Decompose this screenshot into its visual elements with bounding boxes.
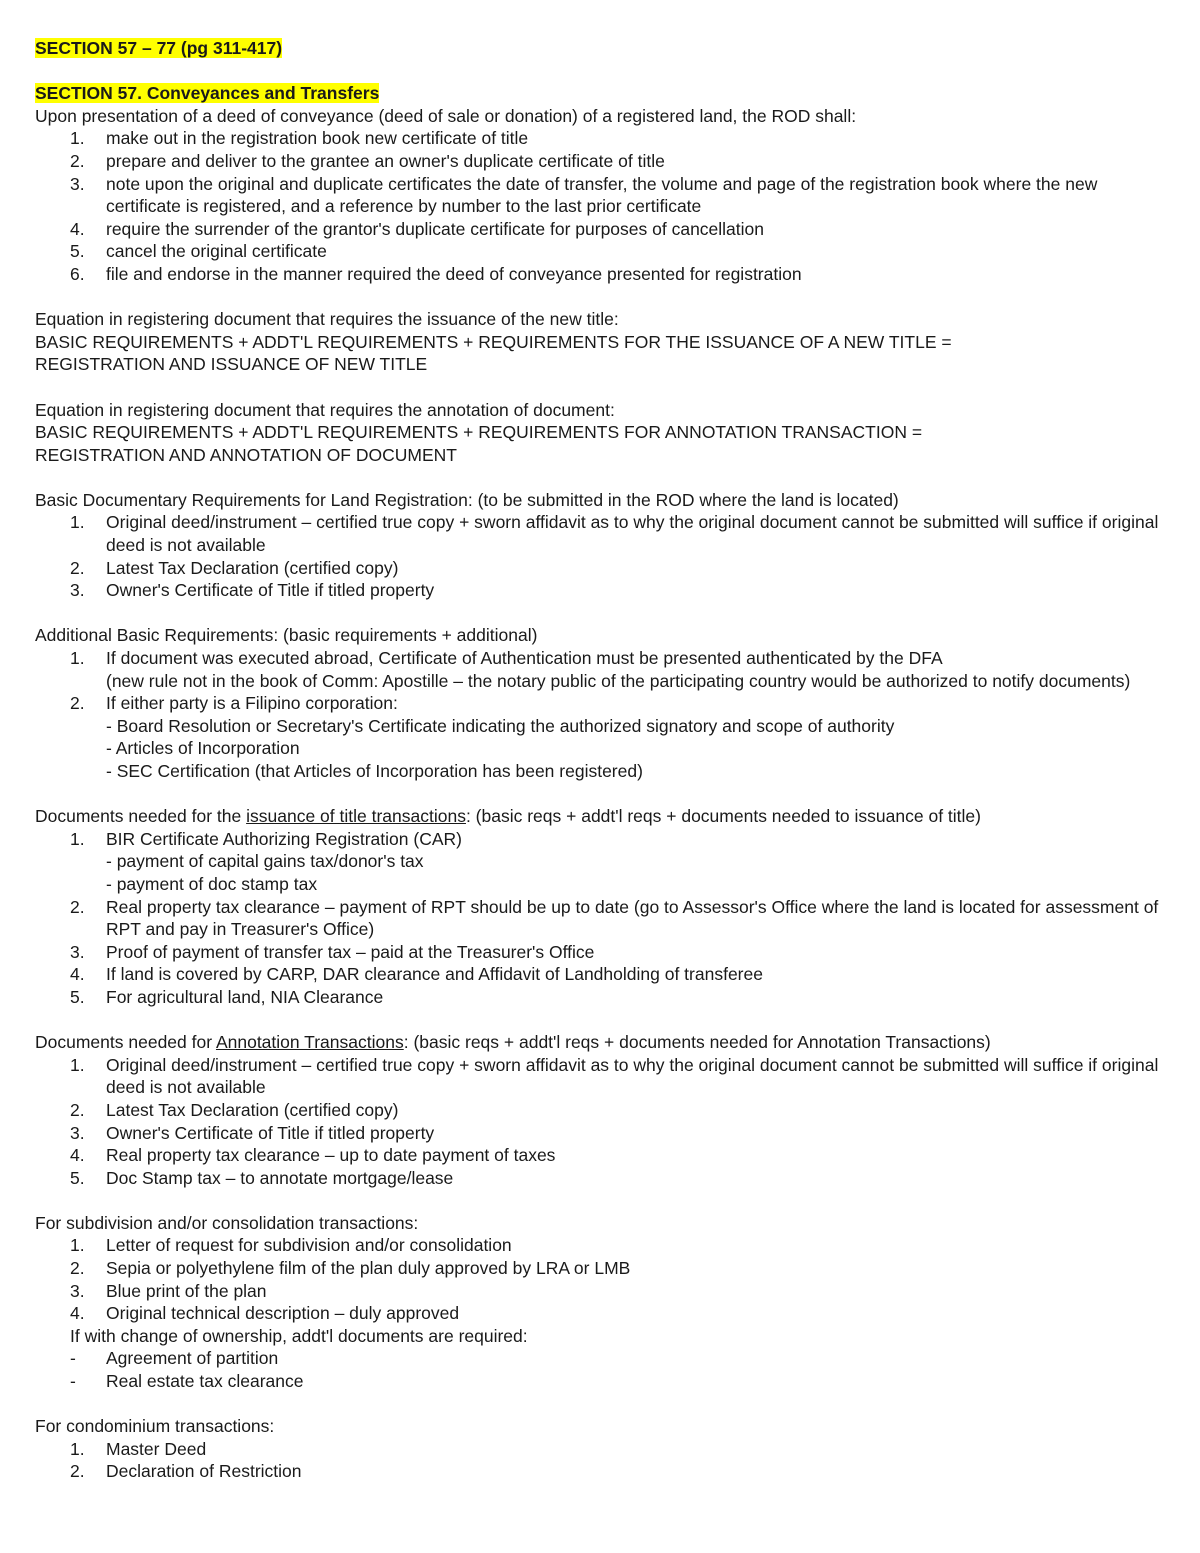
list-item: 2. Latest Tax Declaration (certified copy) <box>70 557 399 578</box>
annotation-intro: Documents needed for Annotation Transactions: (basic reqs + addt'l reqs + documents needed for Annotation Transactions) <box>35 1032 991 1053</box>
eq1-line-2: REGISTRATION AND ISSUANCE OF NEW TITLE <box>35 354 428 375</box>
list-item: 5. For agricultural land, NIA Clearance <box>70 986 384 1007</box>
list-item: 3. Proof of payment of transfer tax – paid at the Treasurer's Office <box>70 941 595 962</box>
condominium-intro: For condominium transactions: <box>35 1416 275 1437</box>
list-item: 1. Original deed/instrument – certified true copy + sworn affidavit as to why the original document cannot be submitted will suffice if original deed is not available <box>70 1054 1159 1098</box>
list-item: 1. Master Deed <box>70 1438 207 1459</box>
sub-item: - Articles of Incorporation <box>106 738 300 759</box>
list-item: 5. Doc Stamp tax – to annotate mortgage/lease <box>70 1167 454 1188</box>
eq1-line-1: BASIC REQUIREMENTS + ADDT'L REQUIREMENTS + REQUIREMENTS FOR THE ISSUANCE OF A NEW TITLE = <box>35 331 952 352</box>
s57-list <box>35 127 1160 285</box>
list-item: 4. require the surrender of the grantor's duplicate certificate for purposes of cancellation <box>70 218 765 239</box>
list-item: 1. make out in the registration book new certificate of title <box>70 128 529 149</box>
list-item: 3. Blue print of the plan <box>70 1280 267 1301</box>
apostille-note: (new rule not in the book of Comm: Apostille – the notary public of the participating country would be authorized to notify documents) <box>106 670 1131 691</box>
list-item: 6. file and endorse in the manner required the deed of conveyance presented for registration <box>70 263 802 284</box>
section-57-heading <box>35 82 1160 105</box>
list-item: 3. note upon the original and duplicate certificates the date of transfer, the volume and page of the registration book where the new certificate is registered, and a reference by number to the last prior certificate <box>70 173 1098 217</box>
section-range-highlight: SECTION 57 – 77 (pg 311-417) <box>35 38 283 58</box>
eq2-line-2: REGISTRATION AND ANNOTATION OF DOCUMENT <box>35 444 457 465</box>
annotation-list <box>35 1054 1160 1190</box>
additional-requirements-intro: Additional Basic Requirements: (basic requirements + additional) <box>35 625 538 646</box>
document-page <box>35 37 1160 1483</box>
list-item: 4. Original technical description – duly approved <box>70 1303 460 1324</box>
list-item: 1. If document was executed abroad, Certificate of Authentication must be presented authenticated by the DFA (new rule not in the book of Comm: Apostille – the notary public of the participating country would be authorized to notify documents) <box>70 648 1131 691</box>
list-item: 2. Real property tax clearance – payment of RPT should be up to date (go to Assessor's Office where the land is located for assessment of RPT and pay in Treasurer's Office) <box>70 896 1159 940</box>
issuance-underlined-term: issuance of title transactions <box>246 806 466 827</box>
list-item: 5. cancel the original certificate <box>70 241 327 262</box>
issuance-list <box>35 828 1160 1009</box>
condominium-list <box>35 1438 1160 1483</box>
basic-requirements-intro: Basic Documentary Requirements for Land Registration: (to be submitted in the ROD where the land is located) <box>35 489 899 510</box>
annotation-underlined-term: Annotation Transactions <box>215 1032 404 1053</box>
list-item: - Agreement of partition <box>70 1348 279 1369</box>
list-item: 1. Original deed/instrument – certified true copy + sworn affidavit as to why the original document cannot be submitted will suffice if original deed is not available <box>70 512 1159 556</box>
list-item: 4. If land is covered by CARP, DAR clearance and Affidavit of Landholding of transferee <box>70 964 763 985</box>
list-item: 1. BIR Certificate Authorizing Registration (CAR) <box>70 828 462 849</box>
subdivision-list <box>35 1234 1160 1392</box>
subdivision-intro: For subdivision and/or consolidation transactions: <box>35 1212 419 1233</box>
list-item: 2. prepare and deliver to the grantee an owner's duplicate certificate of title <box>70 150 665 171</box>
section-57-highlight: SECTION 57. Conveyances and Transfers <box>35 83 380 104</box>
basic-requirements-list <box>35 511 1160 601</box>
sub-item: - Board Resolution or Secretary's Certificate indicating the authorized signatory and scope of authority <box>106 715 895 736</box>
list-item: 3. Owner's Certificate of Title if titled property <box>70 1122 435 1143</box>
sub-item: - payment of capital gains tax/donor's tax <box>106 851 424 872</box>
eq2-intro: Equation in registering document that requires the annotation of document: <box>35 399 615 420</box>
list-item: 1. Letter of request for subdivision and/or consolidation <box>70 1235 512 1256</box>
issuance-intro: Documents needed for the issuance of title transactions: (basic reqs + addt'l reqs + documents needed to issuance of title) <box>35 806 981 827</box>
sub-item: - payment of doc stamp tax <box>106 873 318 894</box>
list-item: 2. If either party is a Filipino corporation: <box>70 693 398 714</box>
list-item: 3. Owner's Certificate of Title if titled property <box>70 580 435 601</box>
eq2-line-1: BASIC REQUIREMENTS + ADDT'L REQUIREMENTS + REQUIREMENTS FOR ANNOTATION TRANSACTION = <box>35 422 923 443</box>
additional-requirements-list <box>35 647 1160 783</box>
list-item: 2. Declaration of Restriction <box>70 1461 302 1482</box>
list-item: 2. Sepia or polyethylene film of the plan duly approved by LRA or LMB <box>70 1258 631 1279</box>
list-item: 4. Real property tax clearance – up to date payment of taxes <box>70 1145 556 1166</box>
ownership-change-note: If with change of ownership, addt'l documents are required: <box>70 1325 528 1346</box>
section-range-heading <box>35 37 1160 60</box>
eq1-intro: Equation in registering document that requires the issuance of the new title: <box>35 309 619 330</box>
s57-intro: Upon presentation of a deed of conveyance (deed of sale or donation) of a registered land, the ROD shall: <box>35 105 857 126</box>
sub-item: - SEC Certification (that Articles of Incorporation has been registered) <box>106 761 643 781</box>
list-item: - Real estate tax clearance <box>70 1371 304 1392</box>
list-item: 2. Latest Tax Declaration (certified copy) <box>70 1099 399 1120</box>
